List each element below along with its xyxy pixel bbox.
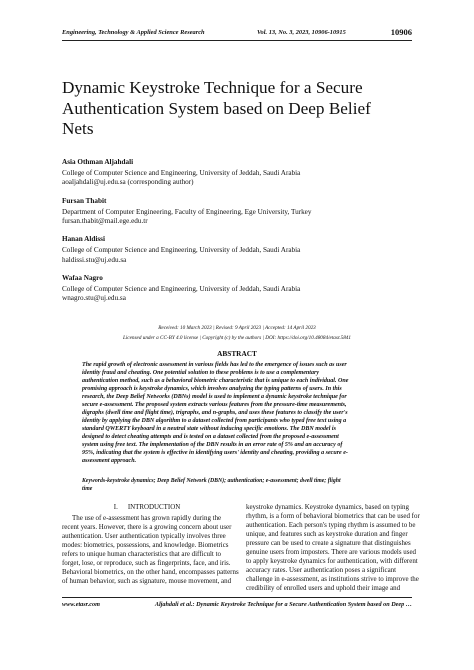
body-line: challenge in e-assessment, as institutions strive to improve the (246, 574, 419, 583)
body-line: forget, lose, or reproduce, such as fingerprints, face, and iris. (62, 558, 231, 567)
abstract-line: identity fraud and cheating. One potential solution to these problems is to use a complementary (82, 370, 320, 376)
keywords (82, 477, 392, 493)
author-affiliation: College of Computer Science and Engineering, University of Jeddah, Saudi Arabia (62, 169, 301, 178)
author-block (62, 197, 412, 226)
author-email: fursan.thabit@mail.ege.edu.tr (62, 216, 148, 225)
abstract-line: designed to detect cheating attempts and is tested on a dataset collected from the proposed e-assessment (82, 434, 339, 440)
running-header (62, 28, 412, 40)
section-number: I. (113, 503, 118, 511)
author-block (62, 235, 412, 264)
author-email: wnagro.stu@uj.edu.sa (62, 294, 126, 303)
body-line: modes: biometrics, possessions, and knowledge. Biometrics (62, 540, 229, 549)
body-line: recent years. However, there is a growing concern about user (62, 522, 232, 531)
journal-name: Engineering, Technology & Applied Science Research (62, 29, 205, 36)
body-line: credibility of enrolled users and uphold their image and (246, 583, 401, 592)
author-email: haldissi.stu@uj.edu.sa (62, 255, 127, 264)
abstract-line: 95%, indicating that the system is effective in identifying users' identity and cheating, providing a secure e- (82, 450, 348, 456)
abstract-line: secure e-assessment. The proposed system extracts various features from the pressure-time measurements, (82, 402, 347, 408)
abstract-line: assessment approach. (82, 458, 137, 464)
author-block (62, 158, 412, 187)
keywords-line: time (82, 486, 93, 492)
body-column-left (62, 503, 239, 586)
body-line: Behavioral biometrics, on the other hand, encompasses patterns (62, 567, 239, 576)
abstract-line: system using free text. The implementation of the DBN results in an error rate of 5% and an accuracy of (82, 442, 343, 448)
abstract-line: promising approach is keystroke dynamics, which involves analyzing the typing patterns of users. In this (82, 386, 342, 392)
author-affiliation: Department of Computer Engineering, Faculty of Engineering, Ege University, Turkey (62, 207, 312, 216)
abstract-line: research, the Deep Belief Networks (DBNs) model is used to implement a dynamic keystroke technique for (82, 394, 347, 400)
body-line: genuine users from imposters. There are various models used (246, 547, 416, 556)
body-column-right (246, 503, 420, 593)
abstract-line: The rapid growth of electronic assessment in various fields has led to the emergence of issues such as user (82, 362, 347, 368)
section-heading-introduction (62, 503, 232, 512)
author-name: Fursan Thabit (62, 196, 107, 205)
body-line: The use of e-assessment has grown rapidly during the (72, 513, 222, 522)
body-line: authentication. Each person's typing rhythm is assumed to be (246, 520, 416, 529)
header-rule (62, 40, 412, 41)
publication-dates (62, 323, 412, 343)
footer-citation: Aljahdali et al.: Dynamic Keystroke Technique for a Secure Authentication System based on Deep … (154, 601, 412, 608)
volume-info: Vol. 13, No. 3, 2023, 10906-10915 (257, 29, 346, 36)
author-name: Hanan Aldissi (62, 235, 105, 244)
author-affiliation: College of Computer Science and Engineering, University of Jeddah, Saudi Arabia (62, 285, 301, 294)
abstract-line: authentication method, such as a behavioral biometric characteristic that is unique to each individual. One (82, 378, 349, 384)
author-name: Wafaa Nagro (62, 274, 103, 283)
paper-title (62, 78, 412, 140)
abstract-heading: ABSTRACT (217, 349, 257, 358)
body-line: rhythm, is a form of behavioral biometrics that can be used for (246, 511, 420, 520)
license-doi: Licensed under a CC-BY 4.0 license | Copyright (c) by the authors | DOI: https://doi.org/10.48084/etasr.5841 (122, 335, 351, 341)
body-line: keystroke dynamics. Keystroke dynamics, based on typing (246, 503, 409, 511)
journal-website-link[interactable]: www.etasr.com (62, 601, 100, 608)
body-line: of human behavior, such as signature, mouse movement, and (62, 576, 232, 585)
body-line: refers to unique human characteristics that are difficult to (62, 549, 221, 558)
author-list (62, 158, 412, 313)
body-line: accuracy rates. User authentication poses a significant (246, 565, 397, 574)
abstract-line: digraphs (dwell time and flight time), trigraphs, and n-graphs, and uses these features to classify the user's (82, 410, 348, 416)
author-affiliation: College of Computer Science and Engineering, University of Jeddah, Saudi Arabia (62, 246, 301, 255)
section-title: INTRODUCTION (127, 503, 181, 511)
body-line: authentication. User authentication typically involves three (62, 531, 226, 540)
abstract-text (82, 361, 392, 465)
abstract-line: standard QWERTY keyboard in a neutral state without inducing specific emotions. The DBN model is (82, 426, 336, 432)
abstract-line: identity by applying the DBN algorithm to a dataset collected from participants who typed free text using a (82, 418, 347, 424)
received-dates: Received: 10 March 2023 | Revised: 9 April 2023 | Accepted: 14 April 2023 (158, 325, 316, 331)
body-line: pressure can be used to create a signature that distinguishes (246, 538, 411, 547)
body-line: unique, and features such as keystroke duration and finger (246, 529, 408, 538)
author-email: aoaljahdali@uj.edu.sa (corresponding author) (62, 178, 194, 187)
author-block (62, 274, 412, 303)
footer-rule (62, 597, 412, 598)
author-name: Asia Othman Aljahdali (62, 158, 134, 166)
title-line: Authentication System based on Deep Belief (62, 98, 371, 118)
title-line: Nets (62, 119, 94, 138)
page-number: 10906 (390, 27, 412, 37)
keywords-line: Keywords-keystroke dynamics; Deep Belief Network (DBN); authentication; e-assessment; dwell time; flight (82, 478, 341, 484)
title-line: Dynamic Keystroke Technique for a Secure (62, 78, 363, 97)
body-line: to apply keystroke dynamics for authentication, with different (246, 556, 418, 565)
